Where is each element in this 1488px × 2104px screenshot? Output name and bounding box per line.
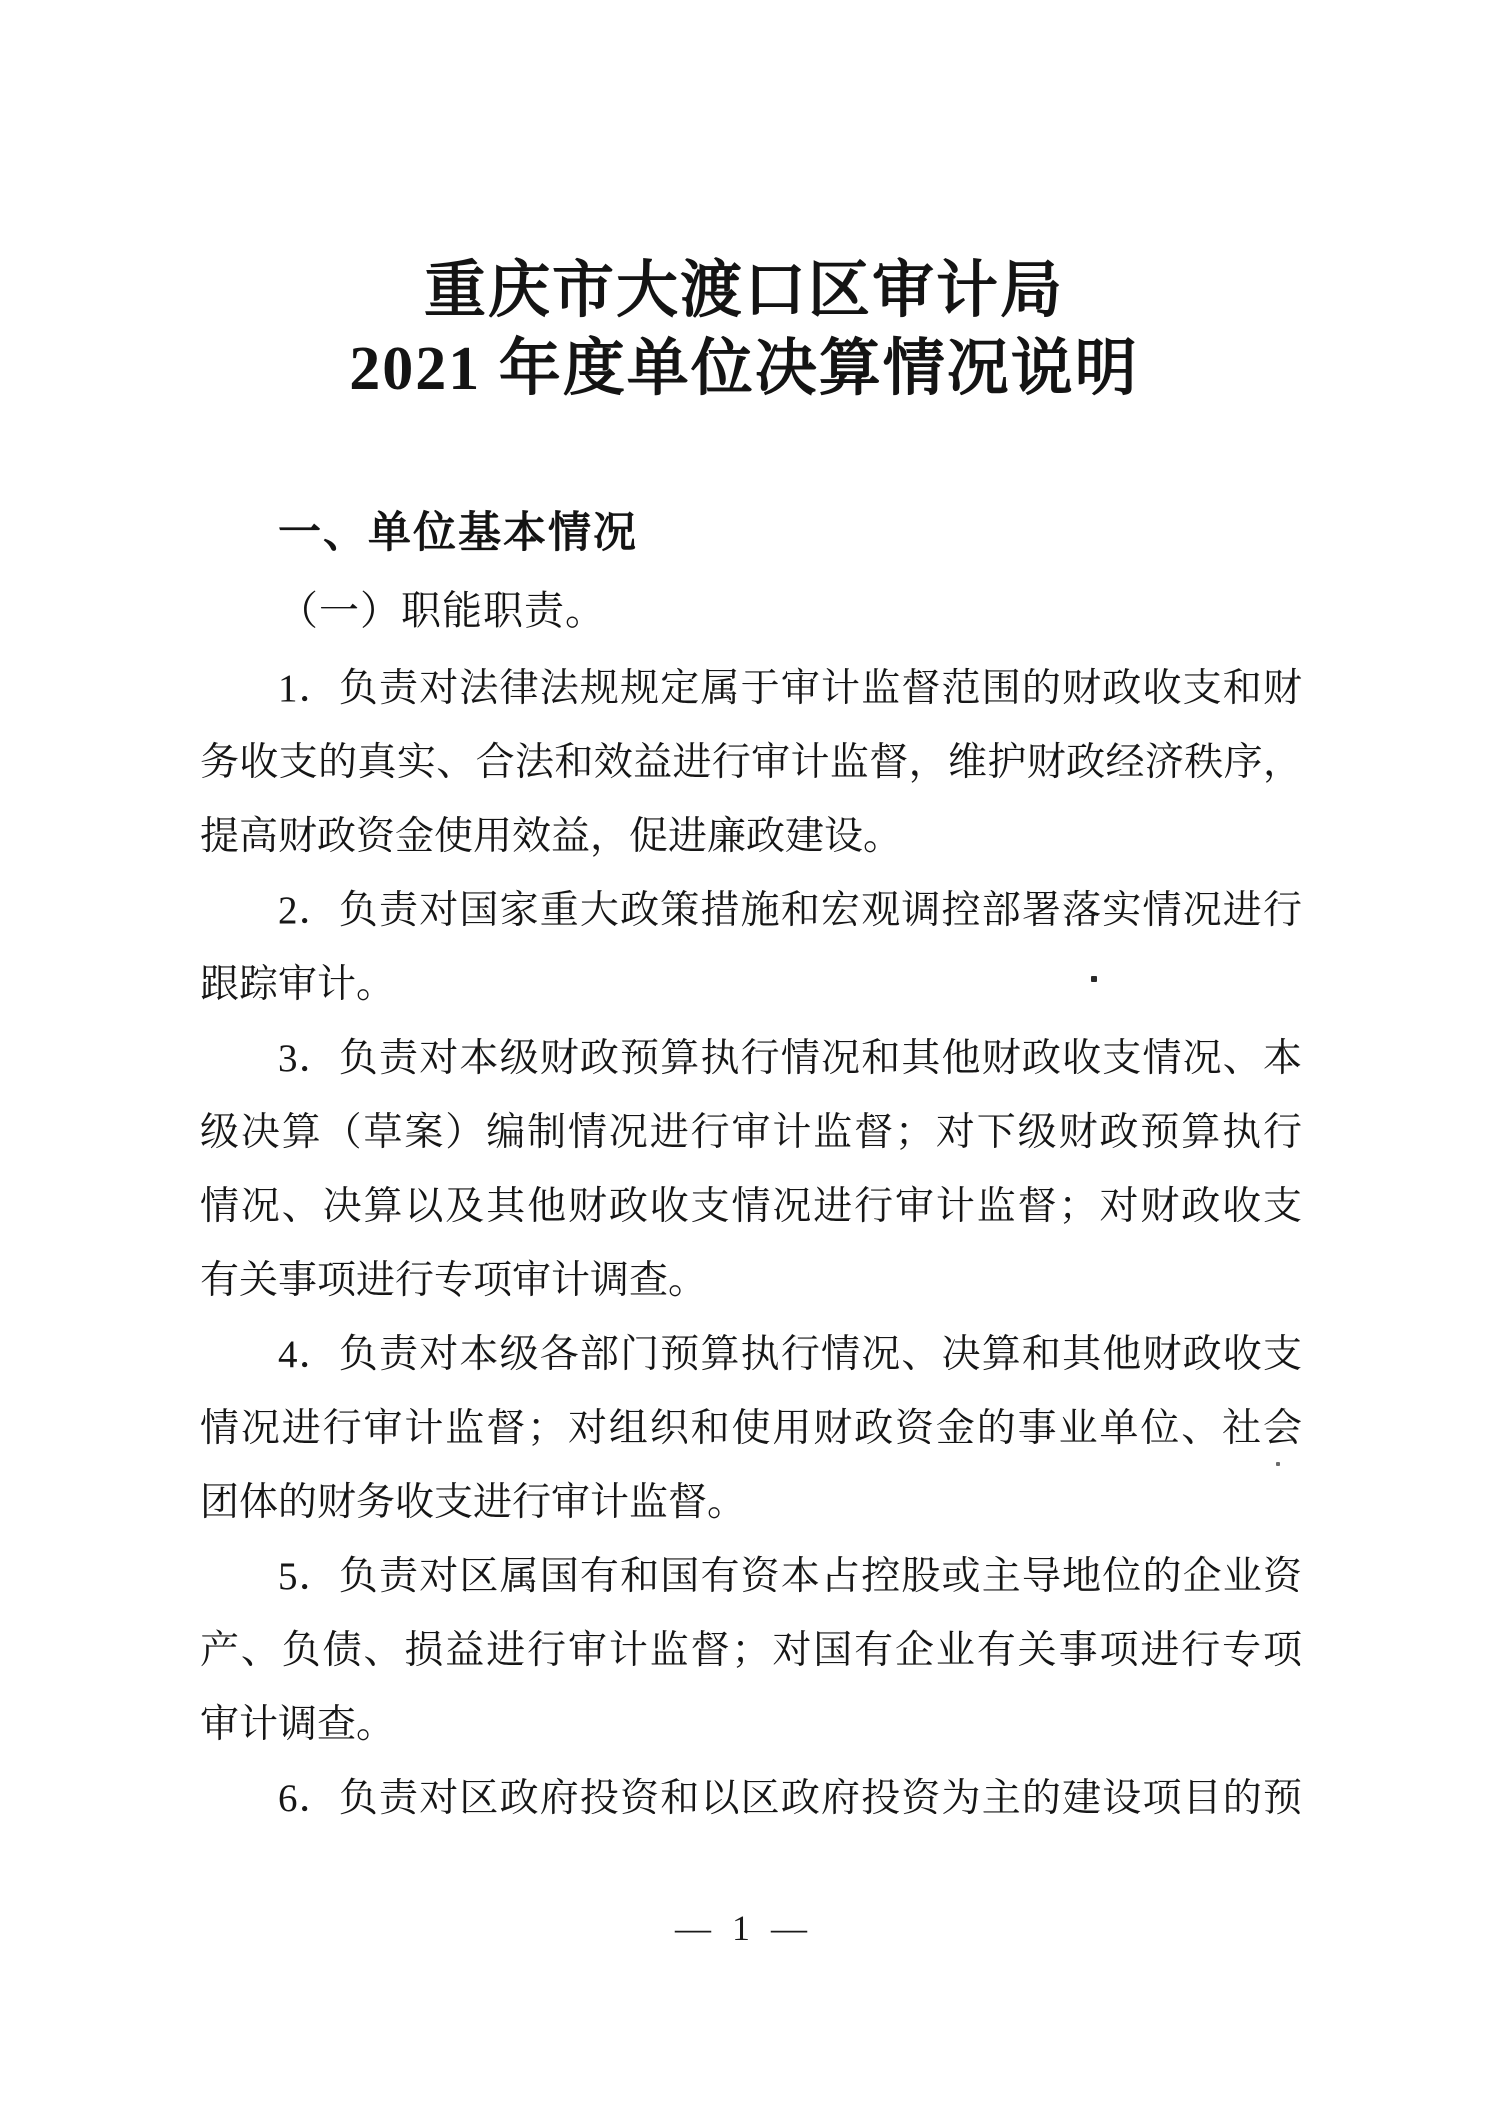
body-line: 跟踪审计。 [200,963,396,1006]
document-title-line2: 2021 年度单位决算情况说明 [349,335,1139,403]
body-line: 提高财政资金使用效益，促进廉政建设。 [200,815,903,858]
scan-speck [1276,1462,1280,1466]
body-line: 5．负责对区属国有和国有资本占控股或主导地位的企业资 [278,1555,1302,1598]
body-line: 情况、决算以及其他财政收支情况进行审计监督；对财政收支 [200,1185,1302,1228]
body-line: 团体的财务收支进行审计监督。 [200,1481,747,1524]
body-text-block [200,652,1302,1836]
body-line: 6．负责对区政府投资和以区政府投资为主的建设项目的预 [278,1777,1302,1820]
body-line: 1．负责对法律法规规定属于审计监督范围的财政收支和财 [278,667,1302,710]
section-heading: 一、单位基本情况 [278,509,638,557]
body-line: 务收支的真实、合法和效益进行审计监督，维护财政经济秩序， [200,741,1302,784]
body-line: 4．负责对本级各部门预算执行情况、决算和其他财政收支 [278,1333,1302,1376]
page-number: — 1 — [675,1908,813,1948]
body-line: 3．负责对本级财政预算执行情况和其他财政收支情况、本 [278,1037,1302,1080]
scan-speck [1091,976,1097,982]
document-title-line1: 重庆市大渡口区审计局 [423,257,1064,325]
body-line: 审计调查。 [200,1703,396,1746]
body-line: 有关事项进行专项审计调查。 [200,1259,708,1302]
body-line: 情况进行审计监督；对组织和使用财政资金的事业单位、社会 [200,1407,1302,1450]
body-line: 级决算（草案）编制情况进行审计监督；对下级财政预算执行 [200,1111,1302,1154]
body-line: 2．负责对国家重大政策措施和宏观调控部署落实情况进行 [278,889,1302,932]
subsection-heading: （一）职能职责。 [278,588,606,633]
body-line: 产、负债、损益进行审计监督；对国有企业有关事项进行专项 [200,1629,1302,1672]
